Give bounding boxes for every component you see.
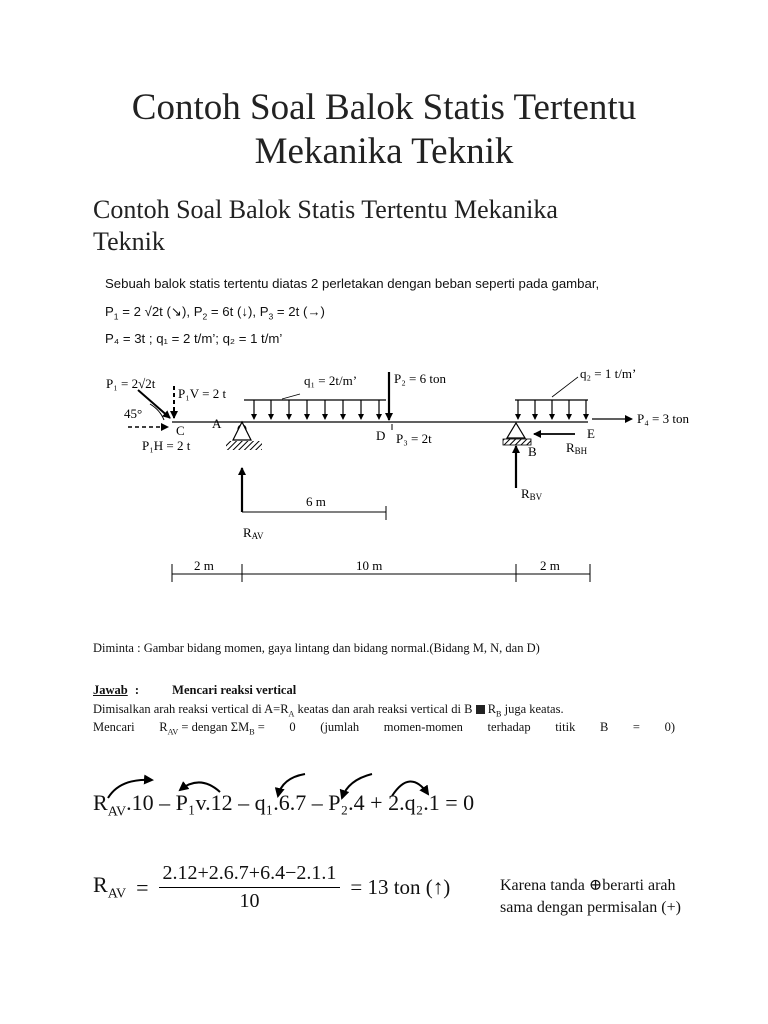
- jawab-line2: Mencari $R_{AV}$ = dengan $\Sigma M_B$ = 0 (jumlah momen-momen terhadap titik B = 0): [93, 720, 675, 737]
- jawab-colon: :: [134, 683, 140, 697]
- jawab-line: [93, 683, 296, 698]
- rav-equals: =: [136, 874, 149, 900]
- label-q2: q₂ = 1 t/m’: [580, 366, 637, 381]
- sign-note-line1: Karena tanda ⊕berarti arah: [500, 877, 676, 894]
- fraction-numerator: 2.12+2.6.7+6.4−2.1.1: [162, 862, 337, 884]
- label-e: E: [587, 426, 595, 441]
- problem-line3: P₄ = 3t ; q₁ = 2 t/m’; q₂ = 1 t/m’: [105, 331, 283, 346]
- label-p2: P₂ = 6 ton: [394, 371, 446, 386]
- jawab-line1: Dimisalkan arah reaksi vertical di $A=R_A$ keatas dan arah reaksi vertical di B $R_B$ juga keatas.: [93, 702, 564, 719]
- label-rbv: RBV: [521, 486, 543, 502]
- label-dim-2m-right: 2 m: [540, 558, 560, 573]
- label-rav: RAV: [243, 525, 264, 541]
- p1-arrow: [138, 390, 170, 418]
- p2-direction: (↓): [236, 304, 253, 319]
- page-title: [0, 86, 768, 174]
- article-heading: [93, 194, 693, 258]
- rav-result: = 13 ton (↑): [350, 875, 451, 899]
- sign-note: [500, 875, 681, 919]
- diminta-text: Diminta : Gambar bidang momen, gaya lintang dan bidang normal.(Bidang M, N, dan D): [93, 641, 540, 655]
- q2-arrows: [518, 400, 586, 419]
- support-b: [507, 423, 525, 438]
- label-p3: P₃ = 2t: [396, 431, 432, 446]
- page-title-line1: Contoh Soal Balok Statis Tertentu: [131, 87, 637, 128]
- label-p1v: P₁V = 2 t: [178, 386, 227, 401]
- label-p1: P₁ = 2√2t: [106, 376, 156, 391]
- problem-loads-line: $P_1 = 2$ √2t (↘), $P_2 = 6t$ (↓), $P_3 = 2t$ (→): [105, 304, 325, 322]
- fraction-denominator: 10: [239, 890, 260, 912]
- label-q1: q₁ = 2t/m’: [304, 373, 358, 388]
- p1-direction: (↘): [166, 304, 187, 319]
- label-c: C: [176, 423, 185, 438]
- label-dim-10m: 10 m: [356, 558, 383, 573]
- label-a: A: [212, 416, 222, 431]
- label-d: D: [376, 428, 386, 443]
- jawab-label: Jawab: [93, 683, 128, 697]
- p2-label: P: [193, 304, 203, 319]
- page-title-line2: Mekanika Teknik: [254, 131, 514, 172]
- support-a: [233, 422, 251, 440]
- label-dim-6m: 6 m: [306, 494, 326, 509]
- beam-diagram: [0, 360, 768, 590]
- q1-leader: [282, 394, 300, 399]
- fraction: [159, 862, 341, 913]
- rav-symbol: R: [93, 872, 108, 898]
- p3-value: = 2t: [273, 304, 300, 319]
- p1-value: = 2 √2t: [118, 304, 163, 319]
- label-rbh: RBH: [566, 440, 588, 456]
- rav-equation: $R_{AV}$ = 2.12+2.6.7+6.4−2.1.1 10 = 13 ton (↑): [93, 862, 451, 912]
- sign-note-line2: sama dengan permisalan (+): [500, 899, 681, 916]
- support-b-ground: [503, 439, 531, 445]
- missing-glyph-box: [476, 705, 485, 714]
- article-heading-line1: Contoh Soal Balok Statis Tertentu Mekanika: [93, 195, 558, 224]
- q1-arrows: [254, 400, 379, 419]
- support-a-ground: [226, 441, 262, 450]
- label-p4: P₄ = 3 ton: [637, 411, 689, 426]
- p2-value: = 6t: [207, 304, 234, 319]
- label-b: B: [528, 444, 537, 459]
- p3-label: P: [259, 304, 269, 319]
- jawab-heading: Mencari reaksi vertical: [172, 683, 297, 697]
- q2-leader: [552, 377, 578, 397]
- problem-intro: Sebuah balok statis tertentu diatas 2 perletakan dengan beban seperti pada gambar,: [105, 276, 600, 291]
- p3-direction: (→): [302, 304, 325, 319]
- label-dim-2m-left: 2 m: [194, 558, 214, 573]
- label-angle: 45°: [124, 406, 143, 421]
- moment-equation: $R_{AV}.10 - P_1v.12 - q_1.6.7 - P_2.4 + 2.q_2.1 = 0$: [93, 790, 475, 820]
- article-heading-line2: Teknik: [93, 227, 165, 256]
- p1-label: P: [105, 304, 114, 319]
- label-p1h: P₁H = 2 t: [142, 438, 191, 453]
